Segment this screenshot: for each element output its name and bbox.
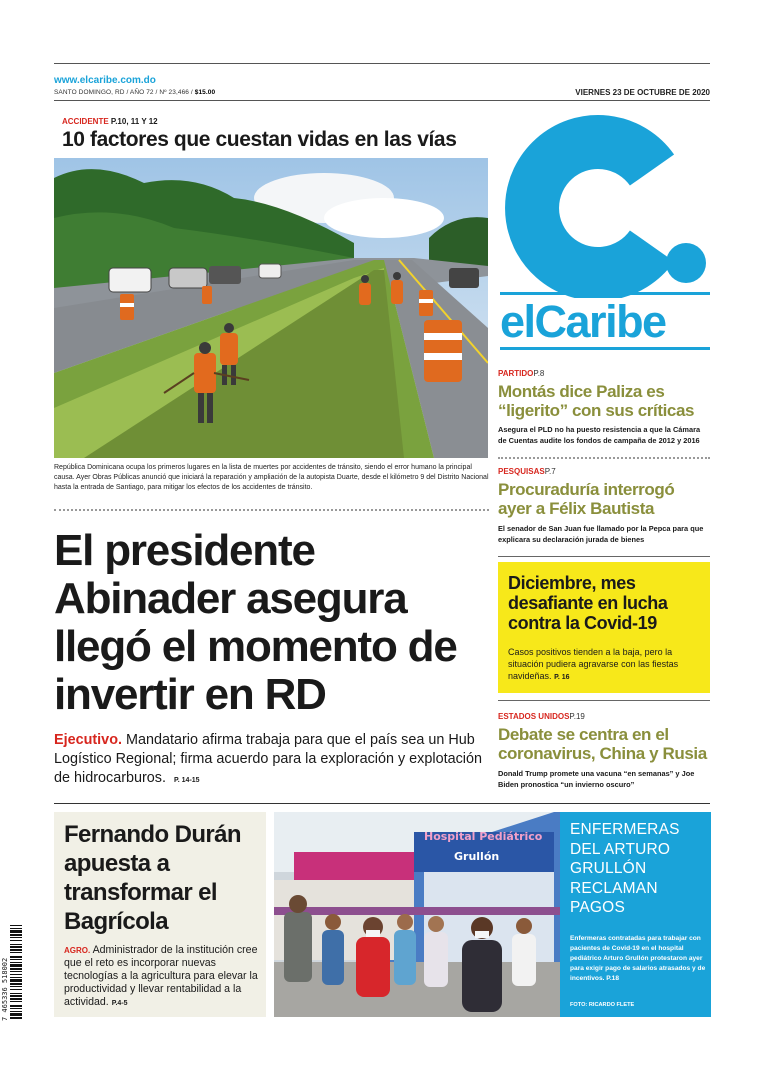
price: $15.00 (194, 89, 216, 96)
barcode-bar (10, 995, 22, 997)
barcode-bar (10, 1001, 22, 1002)
right-story-3-deck: Donald Trump promete una vacuna “en semanas” y Joe Biden pronostica “un invierno oscuro” (498, 769, 695, 789)
nurse-page: P.18 (606, 975, 620, 982)
barcode-bar (10, 986, 22, 987)
hospital-sign: Hospital Pediátrico (424, 830, 543, 843)
top-story-kicker (62, 117, 158, 126)
right-story-1-deck: Asegura el PLD no ha puesto resistencia a que la Cámara de Cuentas audite los fondos de campaña de 2012 y 2016 (498, 425, 701, 445)
logo-bar-top (500, 292, 710, 295)
right-story-2-deck: El senador de San Juan fue llamado por la Pepca para que explicara su declaración jurada de bienes (498, 524, 704, 544)
barcode-bar (10, 959, 22, 960)
barcode-bar (10, 946, 22, 948)
logo-bar-bottom (500, 347, 710, 350)
barcode-bar (10, 1013, 22, 1016)
kicker-label: ESTADOS UNIDOS (498, 712, 570, 721)
barcode-bar (10, 993, 22, 994)
right-story-3-headline[interactable]: Debate se centra en el coronavirus, China y Rusia (498, 725, 707, 763)
kicker-label: PARTIDO (498, 369, 534, 378)
nurse-story-box[interactable] (560, 812, 711, 1017)
top-kicker-label: ACCIDENTE (62, 117, 109, 126)
covid-box[interactable] (498, 562, 710, 693)
barcode-bar (10, 968, 22, 970)
barcode-bar (10, 1008, 22, 1009)
covid-headline: Diciembre, mes desafiante en lucha contra la Covid-19 (508, 573, 668, 633)
agro-pages: P.4-5 (111, 1000, 128, 1007)
top-story-caption: República Dominicana ocupa los primeros lugares en la lista de muertes por accidentes de tránsito, siendo el error humano la principal causa. Ayer Obras Públicas anunció que iniciará la reparación y ampliación de la autopista Duarte, desde el kilómetro 9 del Distrito Nacional hasta la entrada de Santiago, para mitigar los efectos de los accidentes de tránsito. (54, 464, 489, 491)
right-story-1-headline[interactable]: Montás dice Paliza es “ligerito” con sus críticas (498, 382, 695, 420)
barcode-bar (10, 930, 22, 933)
lead-kicker: Ejecutivo. (54, 732, 122, 748)
barcode-bar (10, 977, 22, 978)
barcode-bar (10, 934, 22, 936)
covid-deck (508, 646, 704, 684)
highway-photo-illustration (54, 158, 488, 458)
barcode-bar (10, 979, 22, 982)
bottom-section-rule (54, 803, 710, 804)
top-kicker-pages: P.10, 11 Y 12 (110, 117, 158, 126)
barcode-bar (10, 1011, 22, 1012)
barcode-bar (10, 1017, 22, 1019)
barcode-bar (10, 998, 22, 1000)
barcode-bar (10, 940, 22, 941)
covid-page: P. 16 (554, 674, 570, 681)
barcode-bar (10, 956, 22, 958)
right-story-3-kicker (498, 712, 585, 721)
agro-headline[interactable]: Fernando Durán apuesta a transformar el Bagrícola (64, 821, 241, 935)
barcode-bar (10, 949, 22, 951)
lead-headline[interactable]: El presidente Abinader asegura llegó el momento de invertir en RD (54, 526, 457, 719)
kicker-page: P.19 (569, 712, 585, 721)
lead-deck (54, 731, 496, 790)
right-story-2-headline[interactable]: Procuraduría interrogó ayer a Félix Bautista (498, 480, 675, 518)
highway-photo (54, 158, 488, 458)
barcode-bar (10, 983, 22, 985)
barcode-bar (10, 989, 22, 990)
site-url[interactable]: www.elcaribe.com.do (54, 75, 156, 86)
dotted-divider (498, 457, 710, 459)
agro-deck-text: Administrador de la institución cree que el reto es incorporar nuevas tecnologías a la agricultura para elevar la productividad y llevar rentabilidad a la actividad. (64, 944, 258, 1008)
nurses-photo-illustration (274, 812, 560, 1017)
covid-deck-text: Casos positivos tienden a la baja, pero la situación pudiera agravarse con las fiestas navideñas. (508, 647, 679, 681)
barcode-bar (10, 925, 22, 926)
barcode-bar (10, 971, 22, 972)
issue-info (54, 89, 215, 96)
barcode-bar (10, 952, 22, 953)
kicker-label: PESQUISAS (498, 467, 545, 476)
barcode-bar (10, 962, 22, 963)
barcode-bar (10, 937, 22, 938)
agro-deck (64, 944, 264, 1010)
logo-mark (494, 108, 716, 298)
masthead-rule (54, 100, 710, 101)
divider (498, 556, 710, 557)
dotted-divider (54, 509, 489, 511)
nurse-deck (570, 934, 706, 984)
issue-date: VIERNES 23 DE OCTUBRE DE 2020 (575, 88, 710, 97)
photo-credit: FOTO: RICARDO FLETE (570, 1002, 635, 1008)
kicker-page: P.8 (533, 369, 545, 378)
top-rule (54, 63, 710, 64)
right-story-1-kicker (498, 369, 544, 378)
barcode-bar (10, 964, 22, 967)
kicker-page: P.7 (544, 467, 556, 476)
divider (498, 700, 710, 701)
hospital-sign-2: Grullón (454, 850, 500, 863)
lead-pages: P. 14-15 (174, 777, 200, 784)
barcode-bar (10, 974, 22, 975)
nurse-headline: ENFERMERAS DEL ARTURO GRULLÓN RECLAMAN PAGOS (570, 821, 680, 916)
agro-kicker: AGRO. (64, 946, 91, 955)
barcode-bar (10, 944, 22, 945)
issue-line: SANTO DOMINGO, RD / AÑO 72 / Nº 23,466 / (54, 89, 193, 96)
right-story-2-kicker (498, 467, 556, 476)
barcode-bar (10, 928, 22, 929)
barcode-number: 7 465336 518002 (1, 957, 9, 1021)
logo-wordmark: elCaribe (500, 296, 666, 347)
barcode-bar (10, 1005, 22, 1007)
logo-c-icon (494, 108, 716, 298)
lead-deck-text: Mandatario afirma trabaja para que el país sea un Hub Logístico Regional; firma acuerdo para la exploración y explotación de hidrocarburos. (54, 732, 482, 786)
nurse-deck-text: Enfermeras contratadas para trabajar con pacientes de Covid-19 en el hospital pediátrico Arturo Grullón protestaron ayer para exigir pago de salarios atrasados y de incentivos. (570, 935, 706, 982)
nurses-protest-photo (274, 812, 560, 1017)
top-story-headline[interactable]: 10 factores que cuestan vidas en las vías (62, 128, 457, 151)
